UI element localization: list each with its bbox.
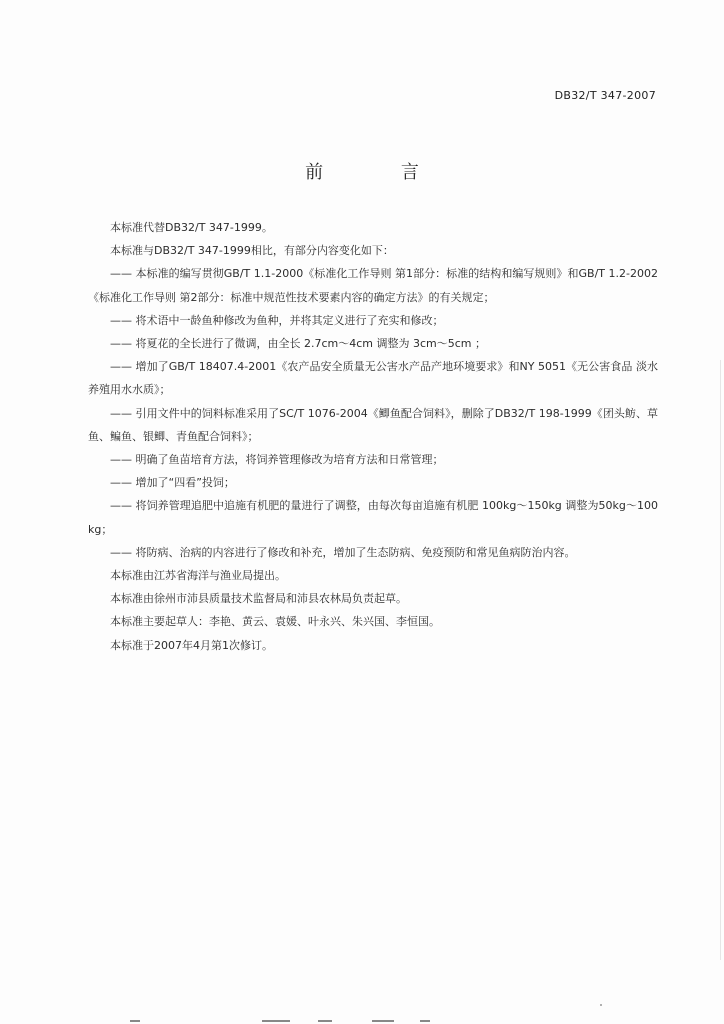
scan-artifact: [130, 1020, 140, 1022]
change-item: —— 增加了“四看”投饲；: [110, 476, 235, 490]
scan-artifact: [318, 1020, 332, 1022]
change-item: —— 明确了鱼苗培育方法，将饲养管理修改为培育方法和日常管理；: [110, 453, 444, 467]
scan-edge-line: [720, 360, 721, 960]
change-item: —— 将术语中一龄鱼种修改为鱼种，并将其定义进行了充实和修改；: [110, 313, 444, 327]
change-item: —— 引用文件中的饲料标准采用了SC/T 1076-2004《鲫鱼配合饲料》，删除了DB32/T 198-1999《团头鲂、草鱼、鳊鱼、银鲫、青鱼配合饲料》；: [88, 406, 658, 443]
scan-artifact: [372, 1020, 394, 1022]
page-title: 前 言: [305, 162, 455, 183]
change-item: —— 将饲养管理追肥中追施有机肥的量进行了调整，由每次每亩追施有机肥 100kg～150kg 调整为50kg～100kg；: [88, 499, 658, 536]
scan-artifact: [420, 1020, 430, 1022]
paragraph-proposer: 本标准由江苏省海洋与渔业局提出。: [110, 569, 286, 583]
scan-bottom-artifacts: [0, 1016, 724, 1024]
change-item: —— 将防病、治病的内容进行了修改和补充，增加了生态防病、免疫预防和常见鱼病防治内容。: [110, 545, 576, 559]
scan-artifact: [600, 1004, 602, 1006]
paragraph-drafters: 本标准主要起草人：李艳、黄云、袁媛、叶永兴、朱兴国、李恒国。: [110, 615, 440, 629]
paragraph-replaces: 本标准代替DB32/T 347-1999。: [110, 221, 273, 234]
paragraph-drafting-units: 本标准由徐州市沛县质量技术监督局和沛县农林局负责起草。: [110, 592, 407, 606]
change-item: —— 将夏花的全长进行了微调，由全长 2.7cm～4cm 调整为 3cm～5cm ；: [110, 337, 487, 351]
paragraph-revision: 本标准于2007年4月第1次修订。: [110, 638, 273, 652]
foreword-body: [88, 216, 658, 657]
scan-artifact: [262, 1020, 290, 1022]
paragraph-changes-intro: 本标准与DB32/T 347-1999相比，有部分内容变化如下：: [110, 244, 394, 258]
document-code: DB32/T 347-2007: [554, 89, 656, 102]
change-item: —— 本标准的编写贯彻GB/T 1.1-2000《标准化工作导则 第1部分：标准的结构和编写规则》和GB/T 1.2-2002《标准化工作导则 第2部分：标准中规范性技术要素内容的确定方法》的有关规定；: [88, 267, 658, 304]
change-item: —— 增加了GB/T 18407.4-2001《农产品安全质量无公害水产品产地环境要求》和NY 5051《无公害食品 淡水养殖用水水质》；: [88, 360, 658, 397]
